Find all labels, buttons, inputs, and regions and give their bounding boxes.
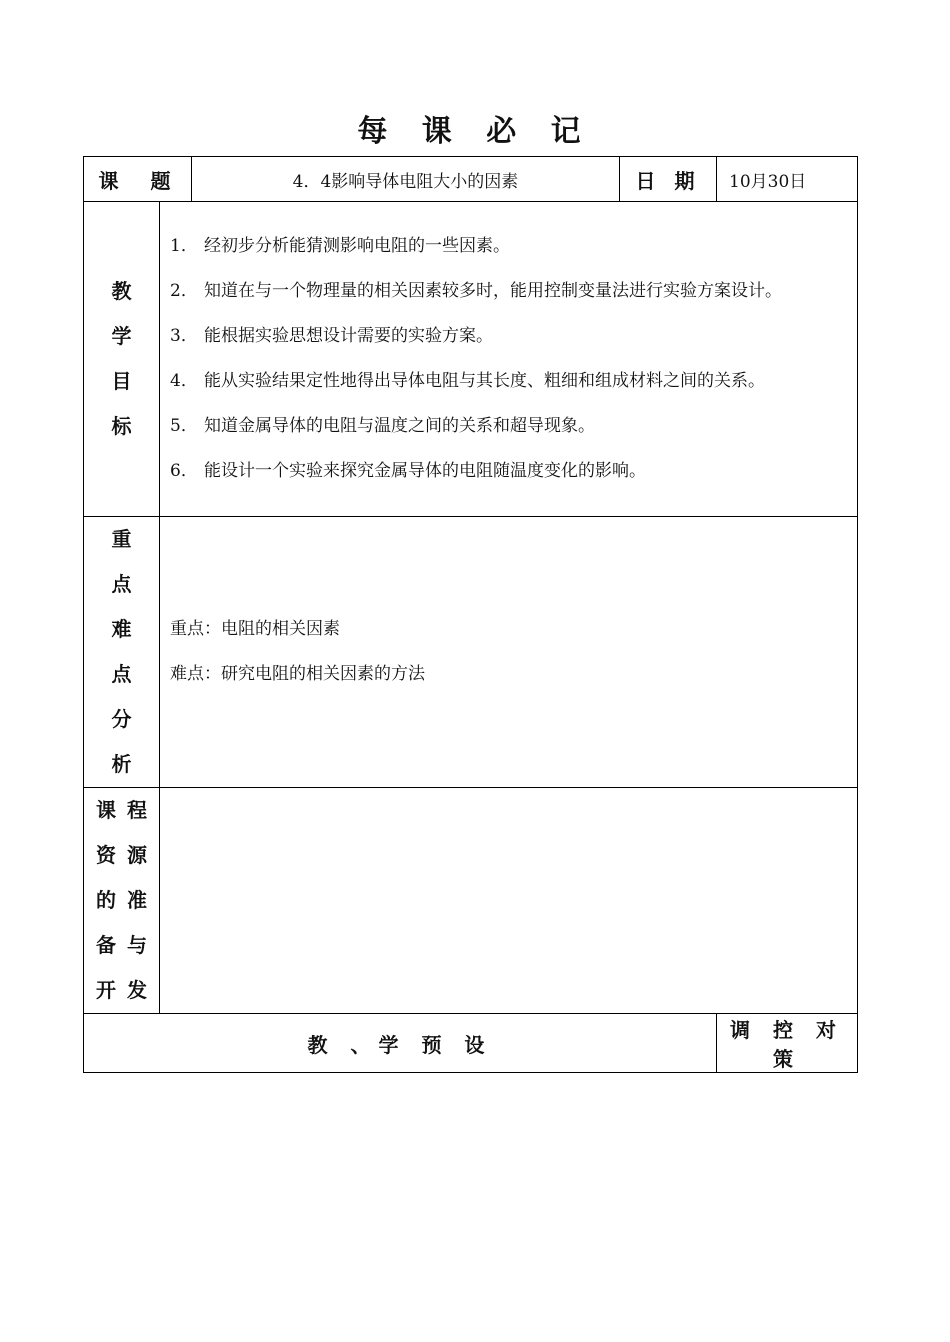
objective-number: 5． [170, 416, 198, 436]
objective-item [170, 359, 847, 404]
key-points-label-char: 重 [111, 527, 132, 551]
resources-label [84, 788, 160, 1014]
objectives-label-char: 学 [111, 324, 132, 348]
objective-number: 2． [170, 281, 198, 301]
objectives-content [160, 202, 858, 517]
key-points-label-char: 难 [111, 617, 132, 641]
key-points-content [160, 517, 858, 788]
lesson-record-table [83, 156, 858, 1073]
header-row [84, 157, 858, 202]
objective-text: 能根据实验思想设计需要的实验方案。 [204, 326, 493, 346]
objective-text: 经初步分析能猜测影响电阻的一些因素。 [204, 236, 510, 256]
objective-item [170, 224, 847, 269]
teaching-plan-label: 教 、学 预 设 [84, 1014, 717, 1073]
objective-number: 6． [170, 461, 198, 481]
objective-text: 能从实验结果定性地得出导体电阻与其长度、粗细和组成材料之间的关系。 [204, 371, 765, 391]
objectives-label-char: 标 [111, 414, 132, 438]
key-points-label-char: 分 [111, 707, 132, 731]
objective-text: 知道在与一个物理量的相关因素较多时，能用控制变量法进行实验方案设计。 [204, 281, 782, 301]
key-points-row [84, 517, 858, 788]
key-point-focus: 重点：电阻的相关因素 [170, 619, 340, 639]
objective-number: 3． [170, 326, 198, 346]
footer-row [84, 1014, 858, 1073]
resources-label-line: 的准 [96, 888, 158, 912]
objectives-label-char: 目 [111, 369, 132, 393]
key-points-label-char: 点 [111, 662, 132, 686]
objective-text: 能设计一个实验来探究金属导体的电阻随温度变化的影响。 [204, 461, 646, 481]
objective-item [170, 449, 847, 494]
resources-label-line: 开发 [96, 978, 158, 1002]
resources-content [160, 788, 858, 1014]
resources-row [84, 788, 858, 1014]
page-title: 每 课 必 记 [357, 114, 593, 149]
objective-item [170, 269, 847, 314]
objective-number: 1． [170, 236, 198, 256]
key-points-label-char: 析 [111, 752, 132, 776]
objectives-list [160, 224, 857, 494]
objective-number: 4． [170, 371, 198, 391]
resources-label-line: 资源 [96, 843, 158, 867]
resources-label-line: 课程 [96, 798, 158, 822]
date-label: 日 期 [620, 157, 717, 202]
objectives-label [84, 202, 160, 517]
key-point-difficulty: 难点：研究电阻的相关因素的方法 [170, 664, 425, 684]
topic-label: 课 题 [84, 157, 192, 202]
topic-value: 4．4影响导体电阻大小的因素 [192, 157, 620, 202]
objective-item [170, 404, 847, 449]
objective-text: 知道金属导体的电阻与温度之间的关系和超导现象。 [204, 416, 595, 436]
key-points-label-char: 点 [111, 572, 132, 596]
control-strategy-label: 调 控 对 策 [717, 1014, 858, 1073]
objectives-row [84, 202, 858, 517]
date-value: 10月30日 [717, 157, 858, 202]
objectives-label-char: 教 [111, 279, 132, 303]
resources-label-line: 备与 [96, 933, 158, 957]
key-points-label [84, 517, 160, 788]
objective-item [170, 314, 847, 359]
